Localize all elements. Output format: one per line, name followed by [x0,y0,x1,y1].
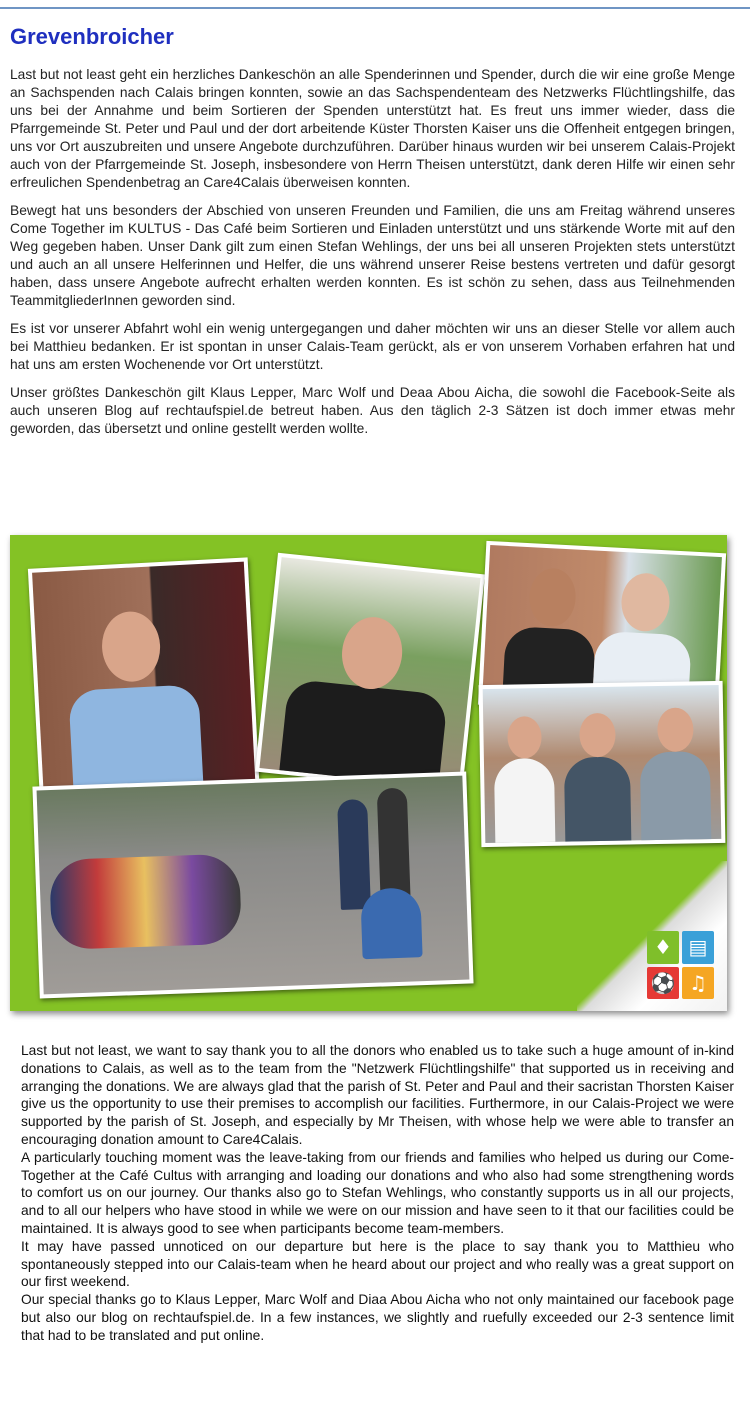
english-paragraph: A particularly touching moment was the leave-taking from our friends and families who helped us during our Come-Together at the Café Cultus with arranging and loading our donations and who also had some strengthening words to comfort us on our journey. Our thanks also go to Stefan Wehlings, who constantly supports us in all our projects, and to all our helpers who have stood in while we were on our mission and have seen to it that our facilities could be maintained. It is always good to see when participants become team-members. [21,1149,734,1236]
music-note-icon: ♫ [682,967,714,1000]
english-paragraph: Our special thanks go to Klaus Lepper, Marc Wolf and Diaa Abou Aicha who not only maintained our facebook page but also our blog on rechtaufspiel.de. In a few instances, we slightly and ruefully exceeded our 2-3 sentence limit that had to be translated and put online. [21,1292,734,1343]
english-paragraph: Last but not least, we want to say thank you to all the donors who enabled us to take such a huge amount of in-kind donations to Calais, as well as to the team from the "Netzwerk Flüchtlingshilfe" that supported us in receiving and arranging the donations. We are always glad that the parish of St. Peter and Paul and their sacristan Thorsten Kaiser give us the opportunity to use their premises to accomplish our facilities. Furthermore, in our Calais-Project we were supported by the parish of St. Joseph, and especially by Mr Theisen, with whose help we were able to transfer an encouraging donation amount to Care4Calais. [21,1043,734,1147]
page-title: Grevenbroicher [10,24,174,49]
english-paragraph: It may have passed unnoticed on our departure but here is the place to say thank you to Matthieu who spontaneously stepped into our Calais-team when he heard about our project and who really was a great support on our first weekend. [21,1238,734,1290]
german-paragraph: Last but not least geht ein herzliches Dankeschön an alle Spenderinnen und Spender, durch die wir eine große Menge an Sachspenden nach Calais bringen konnten, sowie an das Sachspendenteam des Netzwerks Flüchtlingshilfe, das uns bei der Annahme und beim Sortieren der Spenden unterstützt hat. Es freut uns immer wieder, dass die Pfarrgemeinde St. Peter und Paul und der dort arbeitende Küster Thorsten Kaiser uns die Offenheit entgegen bringen, uns vor Ort auszubreiten und unsere Angebote durchzuführen. Darüber hinaus wurden wir bei unserem Calais-Projekt auch von der Pfarrgemeinde St. Joseph, insbesondere von Herrn Theisen unterstützt, dank deren Hilfe wir einen sehr erfreulichen Spendenbetrag an Care4Calais überweisen konnten. [10,67,735,190]
photo-three-people [479,681,726,847]
soccer-ball-icon: ⚽ [647,967,679,1000]
photo-man-black-shirt [255,553,485,794]
logo [647,931,715,999]
photo-donations-pavement [32,771,473,998]
book-icon: ▤ [682,931,714,964]
photo-man-blue-shirt [28,557,260,808]
german-paragraph: Unser größtes Dankeschön gilt Klaus Lepper, Marc Wolf und Deaa Abou Aicha, die sowohl die Facebook-Seite als auch unseren Blog auf rechtaufspiel.de betreut haben. Aus den täglich 2-3 Sätzen ist doch immer etwas mehr geworden, das übersetzt und online gestellt werden wollte. [10,385,735,436]
english-text [21,1042,734,1345]
top-rule [0,7,750,9]
puzzle-icon: ♦ [647,931,679,964]
german-text [10,66,735,448]
photo-collage [10,535,727,1011]
german-paragraph: Bewegt hat uns besonders der Abschied von unseren Freunden und Familien, die uns am Freitag während unseres Come Together im KULTUS - Das Café beim Sortieren und Einladen unterstützt und uns stärkende Worte mit auf den Weg gegeben haben. Unser Dank gilt zum einen Stefan Wehlings, der uns bei all unseren Projekten stets unterstützt und auch an all unsere Helferinnen und Helfer, die uns während unserer Reise bestens vertreten und dafür gesorgt haben, dass unsere Angebote aufrecht erhalten werden konnten. Es ist schön zu sehen, dass aus Teilnehmenden TeammitgliederInnen geworden sind. [10,203,735,308]
german-paragraph: Es ist vor unserer Abfahrt wohl ein wenig untergegangen und daher möchten wir uns an dieser Stelle vor allem auch bei Matthieu bedanken. Er ist spontan in unser Calais-Team gerückt, als er von unserem Vorhaben erfahren hat und hat uns am ersten Wochenende vor Ort unterstützt. [10,321,735,372]
